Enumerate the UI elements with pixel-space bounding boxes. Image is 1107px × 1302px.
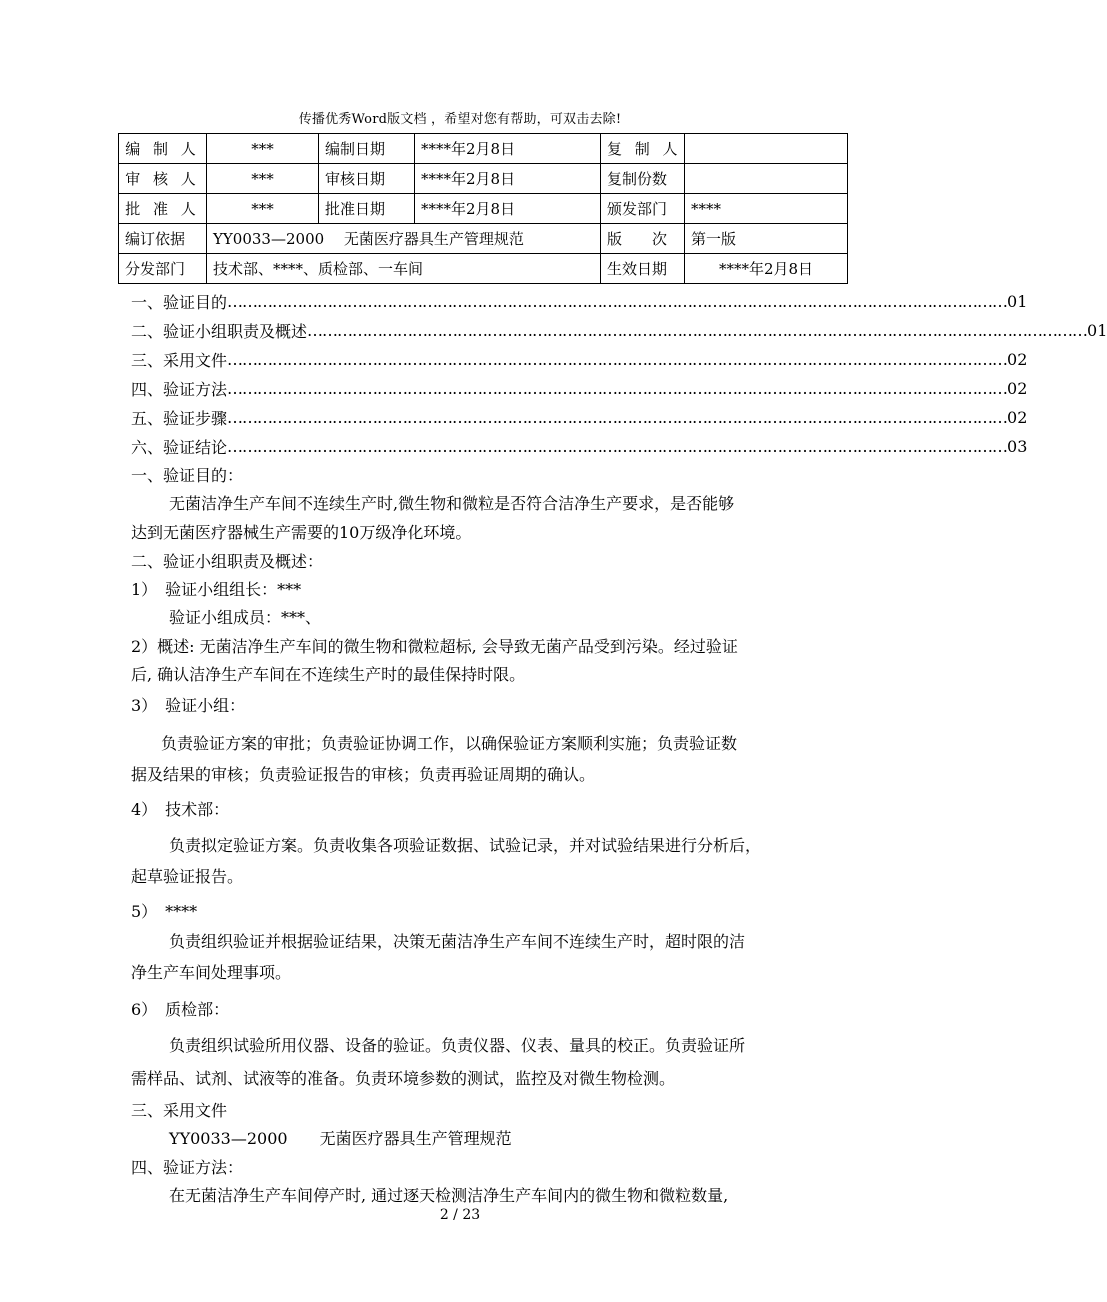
toc-page: 02 xyxy=(1007,350,1028,369)
toc-item[interactable] xyxy=(131,403,1028,432)
paragraph-line: 负责拟定验证方案。负责收集各项验证数据、试验记录，并对试验结果进行分析后， xyxy=(169,836,762,855)
paragraph-line: 据及结果的审核；负责验证报告的审核；负责再验证周期的确认。 xyxy=(131,765,596,784)
toc-page: 03 xyxy=(1007,437,1028,456)
table-cell: 复 制 人 xyxy=(601,134,685,164)
table-cell: ****年2月8日 xyxy=(415,164,601,194)
toc-item[interactable] xyxy=(131,374,1028,403)
list-item: 4） 技术部： xyxy=(131,800,230,819)
table-cell: ****年2月8日 xyxy=(415,134,601,164)
table-row xyxy=(119,194,848,224)
list-item: 验证小组成员：***、 xyxy=(169,608,322,627)
table-of-contents xyxy=(131,287,1107,461)
table-row xyxy=(119,134,848,164)
table-cell: *** xyxy=(207,164,319,194)
table-cell: ****年2月8日 xyxy=(415,194,601,224)
toc-item[interactable] xyxy=(131,316,1107,345)
paragraph-line: 2）概述: 无菌洁净生产车间的微生物和微粒超标, 会导致无菌产品受到污染。经过验证 xyxy=(131,637,738,656)
toc-title: 一、验证目的 xyxy=(131,293,228,312)
table-cell: *** xyxy=(207,194,319,224)
paragraph-line: 起草验证报告。 xyxy=(131,867,244,886)
table-cell: YY0033—2000 无菌医疗器具生产管理规范 xyxy=(207,224,601,254)
page-number: 2 / 23 xyxy=(439,1207,481,1223)
table-row xyxy=(119,164,848,194)
table-cell: ****年2月8日 xyxy=(685,254,848,284)
list-item: 5） **** xyxy=(131,902,198,921)
paragraph-line: 净生产车间处理事项。 xyxy=(131,963,292,982)
table-cell xyxy=(685,164,848,194)
paragraph-line: 在无菌洁净生产车间停产时, 通过逐天检测洁净生产车间内的微生物和微粒数量, xyxy=(169,1186,729,1205)
toc-title: 五、验证步骤 xyxy=(131,409,228,428)
list-item: 1） 验证小组组长：*** xyxy=(131,580,302,599)
table-cell: 复制份数 xyxy=(601,164,685,194)
paragraph-line: 达到无菌医疗器械生产需要的10万级净化环境。 xyxy=(131,523,472,542)
toc-leader: ………………………………………………………………………………………………………………………………………… xyxy=(227,350,1008,369)
section-heading: 四、验证方法： xyxy=(131,1158,244,1177)
toc-page: 02 xyxy=(1007,408,1028,427)
table-cell: 审 核 人 xyxy=(119,164,207,194)
toc-leader: ………………………………………………………………………………………………………………………………………… xyxy=(227,379,1008,398)
toc-leader: ………………………………………………………………………………………………………………………………………… xyxy=(227,292,1008,311)
toc-item[interactable] xyxy=(131,287,1028,316)
header-note: 传播优秀Word版文档 ，希望对您有帮助，可双击去除! xyxy=(298,112,622,127)
table-cell: 技术部、****、质检部、一车间 xyxy=(207,254,601,284)
table-cell: 生效日期 xyxy=(601,254,685,284)
toc-page: 02 xyxy=(1007,379,1028,398)
toc-item[interactable] xyxy=(131,345,1028,374)
table-row xyxy=(119,254,848,284)
table-cell: 编制日期 xyxy=(319,134,415,164)
paragraph-line: 负责组织验证并根据验证结果，决策无菌洁净生产车间不连续生产时，超时限的洁 xyxy=(169,932,746,951)
table-cell: 批准日期 xyxy=(319,194,415,224)
paragraph-line: 需样品、试剂、试液等的准备。负责环境参数的测试，监控及对微生物检测。 xyxy=(131,1069,676,1088)
toc-leader: ………………………………………………………………………………………………………………………………………… xyxy=(227,408,1008,427)
toc-title: 三、采用文件 xyxy=(131,351,228,370)
table-cell: 审核日期 xyxy=(319,164,415,194)
document-info-table xyxy=(118,133,848,284)
section-heading: 一、验证目的： xyxy=(131,466,244,485)
table-cell: 第一版 xyxy=(685,224,848,254)
table-cell: 编订依据 xyxy=(119,224,207,254)
paragraph-line: 无菌洁净生产车间不连续生产时,微生物和微粒是否符合洁净生产要求，是否能够 xyxy=(169,494,735,513)
table-cell: 版 次 xyxy=(601,224,685,254)
table-cell: 分发部门 xyxy=(119,254,207,284)
section-heading: 二、验证小组职责及概述： xyxy=(131,552,324,571)
table-cell: 编 制 人 xyxy=(119,134,207,164)
list-item: 3） 验证小组： xyxy=(131,696,246,715)
table-cell: 颁发部门 xyxy=(601,194,685,224)
table-cell: *** xyxy=(207,134,319,164)
toc-leader: ………………………………………………………………………………………………………………………………………… xyxy=(307,321,1088,340)
paragraph-line: 后, 确认洁净生产车间在不连续生产时的最佳保持时限。 xyxy=(131,665,526,684)
toc-page: 01 xyxy=(1087,321,1107,340)
toc-page: 01 xyxy=(1007,292,1028,311)
table-cell: **** xyxy=(685,194,848,224)
toc-title: 四、验证方法 xyxy=(131,380,228,399)
toc-title: 六、验证结论 xyxy=(131,438,228,457)
toc-item[interactable] xyxy=(131,432,1028,461)
toc-leader: ………………………………………………………………………………………………………………………………………… xyxy=(227,437,1008,456)
table-row xyxy=(119,224,848,254)
section-heading: 三、采用文件 xyxy=(131,1101,228,1120)
toc-title: 二、验证小组职责及概述 xyxy=(131,322,308,341)
paragraph-line: 负责验证方案的审批；负责验证协调工作，以确保验证方案顺利实施；负责验证数 xyxy=(161,734,738,753)
list-item: 6） 质检部： xyxy=(131,1000,230,1019)
table-cell: 批 准 人 xyxy=(119,194,207,224)
table-cell xyxy=(685,134,848,164)
paragraph-line: 负责组织试验所用仪器、设备的验证。负责仪器、仪表、量具的校正。负责验证所 xyxy=(169,1036,746,1055)
reference-document: YY0033—2000 无菌医疗器具生产管理规范 xyxy=(169,1129,512,1148)
